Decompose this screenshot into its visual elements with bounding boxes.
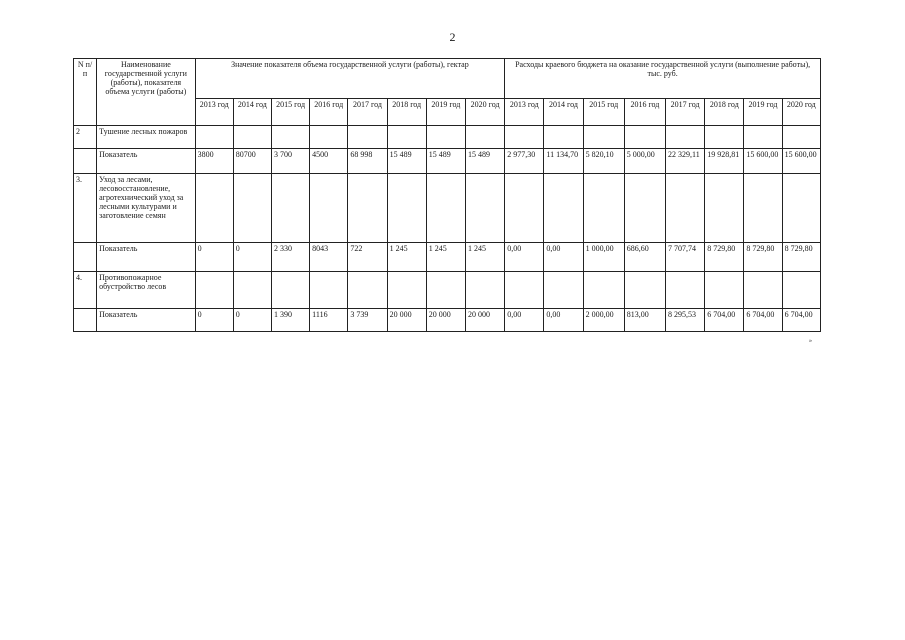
volume-cell: 0 (195, 309, 233, 332)
volume-cell: 0 (233, 309, 271, 332)
year-header: 2019 год (426, 99, 465, 126)
indicator-row (74, 309, 821, 332)
indicator-row (74, 149, 821, 174)
year-header: 2020 год (465, 99, 504, 126)
budget-cell: 7 707,74 (666, 243, 705, 272)
budget-cell: 5 000,00 (624, 149, 665, 174)
budget-cell: 0,00 (505, 243, 544, 272)
budget-cell: 15 600,00 (782, 149, 820, 174)
header-budget: Расходы краевого бюджета на оказание государственной услуги (выполнение работы), тыс. руб. (505, 59, 821, 99)
volume-cell: 15 489 (426, 149, 465, 174)
budget-cell: 0,00 (505, 309, 544, 332)
volume-cell: 0 (195, 243, 233, 272)
indicator-label: Показатель (97, 243, 196, 272)
budget-cell: 2 000,00 (583, 309, 624, 332)
budget-cell: 8 729,80 (705, 243, 744, 272)
year-header: 2020 год (782, 99, 820, 126)
service-name: Противопожарное обустройство лесов (97, 272, 196, 309)
year-header: 2019 год (744, 99, 782, 126)
volume-cell: 1116 (310, 309, 348, 332)
indicator-label: Показатель (97, 149, 196, 174)
budget-cell: 11 134,70 (544, 149, 583, 174)
volume-cell: 8043 (310, 243, 348, 272)
header-num: N п/п (74, 59, 97, 126)
volume-cell: 20 000 (465, 309, 504, 332)
year-header: 2016 год (624, 99, 665, 126)
volume-cell: 1 245 (387, 243, 426, 272)
budget-table (73, 58, 821, 332)
year-header: 2017 год (348, 99, 387, 126)
volume-cell: 4500 (310, 149, 348, 174)
budget-cell: 15 600,00 (744, 149, 782, 174)
volume-cell: 1 245 (426, 243, 465, 272)
budget-cell: 0,00 (544, 243, 583, 272)
row-number: 2 (74, 126, 97, 149)
budget-cell: 0,00 (544, 309, 583, 332)
volume-cell: 1 390 (271, 309, 309, 332)
header-name: Наименование государственной услуги (работы), показателя объема услуги (работы) (97, 59, 196, 126)
budget-cell: 8 295,53 (666, 309, 705, 332)
volume-cell: 3 700 (271, 149, 309, 174)
year-header: 2015 год (271, 99, 309, 126)
year-header: 2016 год (310, 99, 348, 126)
volume-cell: 20 000 (387, 309, 426, 332)
budget-cell: 6 704,00 (744, 309, 782, 332)
volume-cell: 722 (348, 243, 387, 272)
budget-cell: 8 729,80 (744, 243, 782, 272)
year-header: 2017 год (666, 99, 705, 126)
section-row (74, 126, 821, 149)
year-header: 2013 год (195, 99, 233, 126)
section-row (74, 272, 821, 309)
year-header: 2014 год (544, 99, 583, 126)
volume-cell: 2 330 (271, 243, 309, 272)
budget-cell: 686,60 (624, 243, 665, 272)
row-number: 3. (74, 174, 97, 243)
page-number: 2 (449, 30, 456, 44)
volume-cell: 1 245 (465, 243, 504, 272)
budget-cell: 6 704,00 (782, 309, 820, 332)
header-volume: Значение показателя объема государственной услуги (работы), гектар (195, 59, 505, 99)
volume-cell: 0 (233, 243, 271, 272)
budget-cell: 1 000,00 (583, 243, 624, 272)
volume-cell: 3800 (195, 149, 233, 174)
service-name: Уход за лесами, лесовосстановление, агротехнический уход за лесными культурами и заготовление семян (97, 174, 196, 243)
year-header: 2018 год (705, 99, 744, 126)
volume-cell: 20 000 (426, 309, 465, 332)
year-header: 2015 год (583, 99, 624, 126)
budget-cell: 5 820,10 (583, 149, 624, 174)
volume-cell: 68 998 (348, 149, 387, 174)
budget-cell: 22 329,11 (666, 149, 705, 174)
budget-cell: 19 928,81 (705, 149, 744, 174)
volume-cell: 15 489 (387, 149, 426, 174)
row-number: 4. (74, 272, 97, 309)
budget-cell: 2 977,30 (505, 149, 544, 174)
indicator-row (74, 243, 821, 272)
service-name: Тушение лесных пожаров (97, 126, 196, 149)
volume-cell: 3 739 (348, 309, 387, 332)
indicator-label: Показатель (97, 309, 196, 332)
footnote-mark: » (809, 338, 812, 344)
year-header: 2014 год (233, 99, 271, 126)
volume-cell: 80700 (233, 149, 271, 174)
budget-cell: 813,00 (624, 309, 665, 332)
year-header: 2013 год (505, 99, 544, 126)
section-row (74, 174, 821, 243)
budget-cell: 6 704,00 (705, 309, 744, 332)
year-header: 2018 год (387, 99, 426, 126)
volume-cell: 15 489 (465, 149, 504, 174)
budget-cell: 8 729,80 (782, 243, 820, 272)
